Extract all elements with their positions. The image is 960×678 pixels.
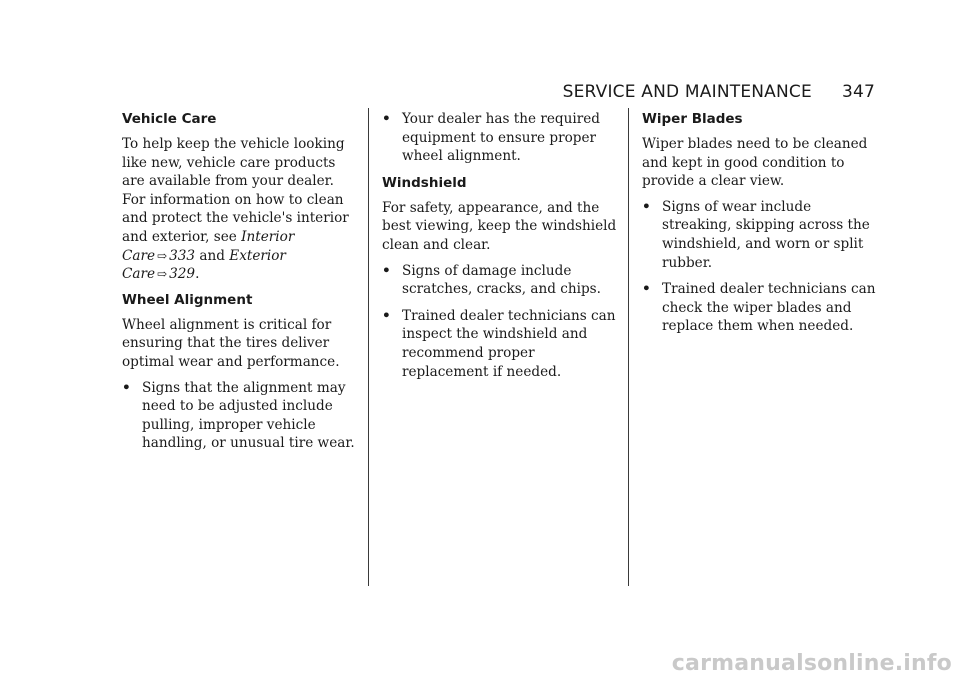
sentence-end: . xyxy=(195,266,200,283)
bullet-icon: • xyxy=(642,281,651,298)
page-number: 347 xyxy=(841,82,875,102)
list-item xyxy=(122,379,358,453)
vehicle-care-intro: To help keep the vehicle looking like new, vehicle care products are available from your dealer. For information on how to clean and protect the vehicle's interior and exterior, see xyxy=(122,136,349,245)
wiper-blades-intro: Wiper blades need to be cleaned and kept in good condition to provide a clear view. xyxy=(642,136,868,190)
bullet-icon: • xyxy=(382,307,391,324)
bullet-icon: • xyxy=(122,379,131,396)
column-2 xyxy=(382,110,618,389)
section-title: SERVICE AND MAINTENANCE xyxy=(562,82,812,102)
and-text: and xyxy=(199,247,225,264)
column-3 xyxy=(642,110,878,344)
bullet-icon: • xyxy=(642,198,651,215)
exterior-care-title: Exterior Care xyxy=(122,247,286,283)
list-item-text: Signs that the alignment may need to be adjusted include pulling, improper vehicle handling, or unusual tire wear. xyxy=(142,379,355,452)
list-item xyxy=(382,262,618,299)
list-item-text: Trained dealer technicians can inspect the windshield and recommend proper replacement if needed. xyxy=(402,307,616,380)
wiper-blades-list xyxy=(642,198,878,336)
wheel-alignment-heading: Wheel Alignment xyxy=(122,291,253,308)
exterior-care-page: 329 xyxy=(169,266,196,283)
list-item-text: Signs of damage include scratches, cracks, and chips. xyxy=(402,262,601,298)
list-item-text: Trained dealer technicians can check the wiper blades and replace them when needed. xyxy=(662,281,876,335)
page-ref-arrow-icon: ⇨ xyxy=(157,248,168,263)
wheel-alignment-list-continued xyxy=(382,110,618,166)
windshield-heading: Windshield xyxy=(382,174,467,191)
interior-care-title: Interior Care xyxy=(122,228,295,264)
bullet-icon: • xyxy=(382,111,391,127)
list-item xyxy=(382,110,618,166)
column-divider-2 xyxy=(628,108,629,586)
list-item xyxy=(382,307,618,381)
windshield-intro: For safety, appearance, and the best viewing, keep the windshield clean and clear. xyxy=(382,199,617,253)
page-ref-arrow-icon: ⇨ xyxy=(157,267,168,282)
windshield-list xyxy=(382,262,618,382)
list-item-text: Signs of wear include streaking, skipping across the windshield, and worn or split rubber. xyxy=(662,198,870,271)
list-item xyxy=(642,198,878,272)
interior-care-page: 333 xyxy=(169,247,196,264)
wiper-blades-heading: Wiper Blades xyxy=(642,111,743,127)
vehicle-care-heading: Vehicle Care xyxy=(122,111,217,127)
column-1 xyxy=(122,110,358,461)
watermark: carmanualsonline.info xyxy=(671,651,952,676)
bullet-icon: • xyxy=(382,262,391,279)
page-header xyxy=(563,82,875,102)
column-divider-1 xyxy=(368,108,369,586)
wheel-alignment-list xyxy=(122,379,358,453)
vehicle-care-paragraph xyxy=(122,135,358,284)
wheel-alignment-intro: Wheel alignment is critical for ensuring that the tires deliver optimal wear and performance. xyxy=(122,316,340,370)
list-item-text: Your dealer has the required equipment to ensure proper wheel alignment. xyxy=(402,111,600,165)
list-item xyxy=(642,280,878,336)
